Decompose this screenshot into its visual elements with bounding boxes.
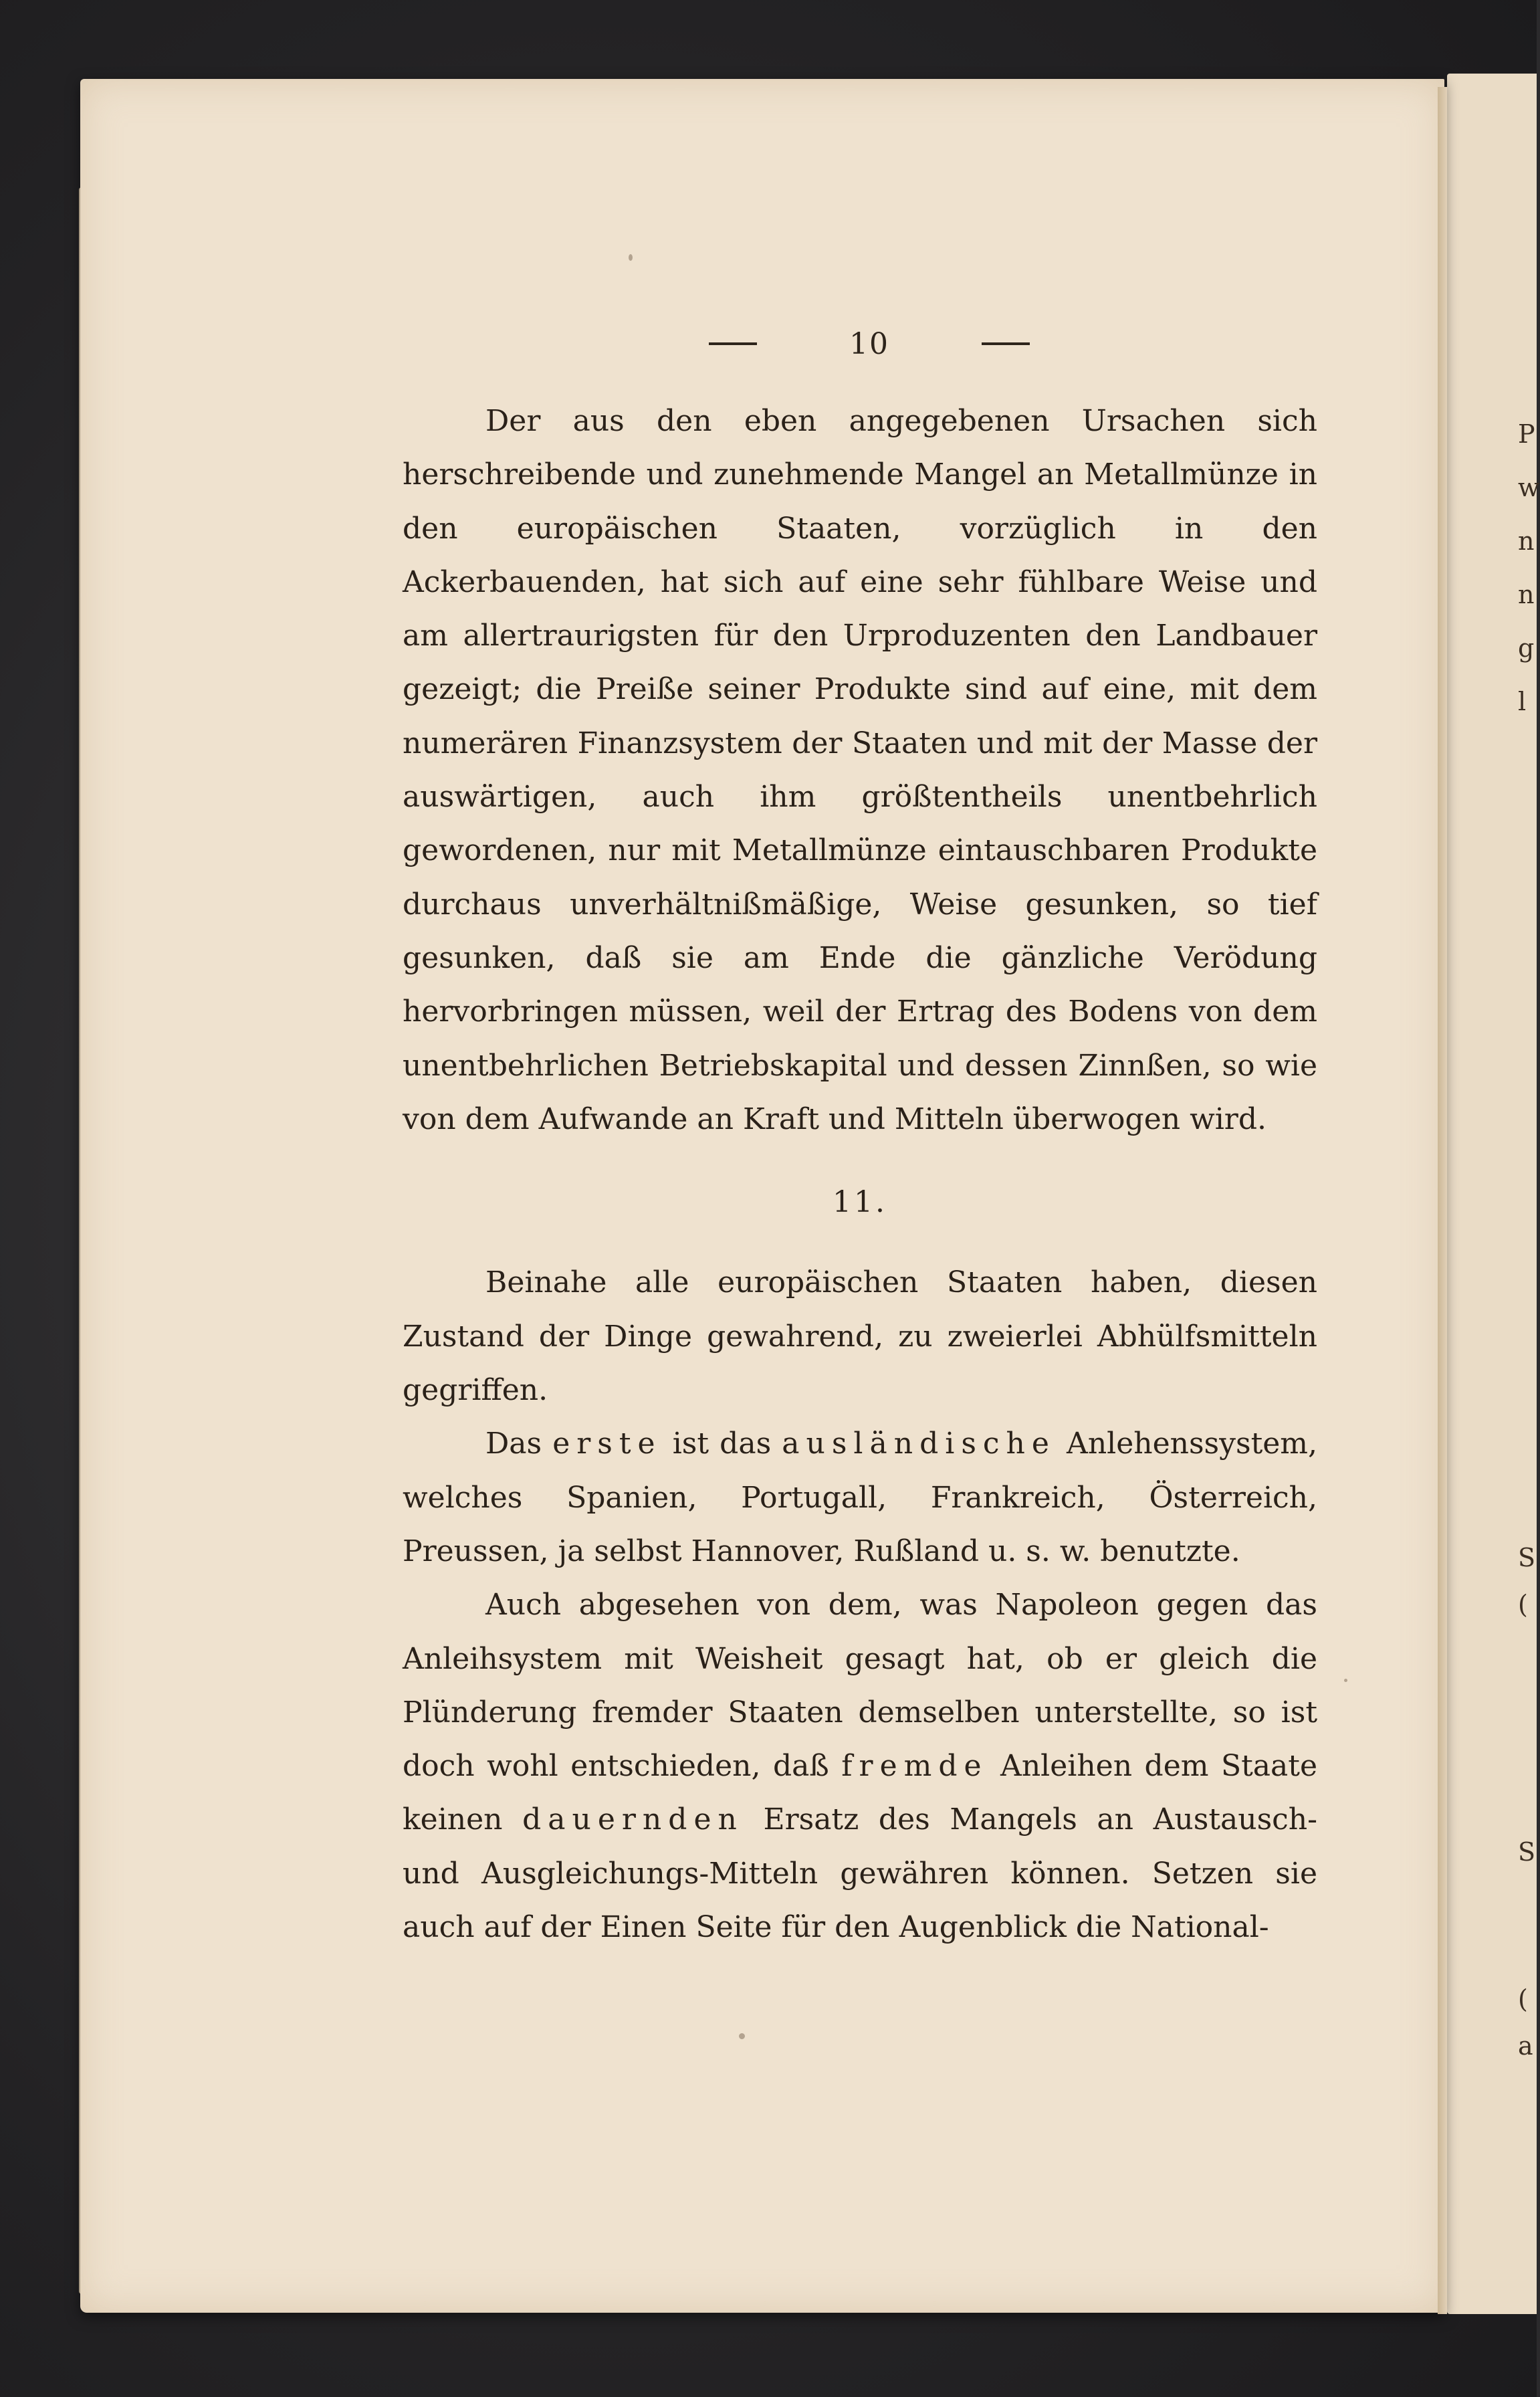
text-run: Das [485,1427,553,1461]
section-number: 11. [833,1185,887,1220]
paragraph: Der aus den eben angegebenen Ursachen sich herschreibende und zunehmende Mangel an Metallmünze in den europäischen Staaten, vorzüglich in den Ackerbauenden, hat sich auf eine sehr fühlbare Weise und am allertraurigsten für den Urproduzenten den Landbauer gezeigt; die Preiße seiner Produkte sind auf eine, mit dem numerären Finanzsystem der Staaten und mit der Masse der auswärtigen, auch ihm größtentheils unentbehrlich gewordenen, nur mit Metallmünze eintauschbaren Produkte durchaus unverhältnißmäßige, Weise gesunken, so tief gesunken, daß sie am Ende die gänzliche Verödung hervorbringen müssen, weil der Ertrag des Bodens von dem unentbehrlichen Betriebskapital und dessen Zinnßen, so wie von dem Aufwande an Kraft und Mitteln überwogen wird. [403,404,1317,1136]
next-page-fragment: S [1518,1543,1536,1572]
next-page-fragment: g [1518,633,1535,663]
paragraph: Beinahe alle europäischen Staaten haben, diesen Zustand der Dinge gewahrend, zu zweierlei Abhülfsmitteln gegriffen. [403,1265,1317,1408]
next-page-fragment: P [1518,419,1535,449]
next-page-edge [1447,74,1540,2314]
book-gutter [1438,87,1447,2314]
spaced-emphasis: dauernden [522,1802,744,1837]
paper-speck [739,2033,745,2039]
next-page-fragment: n [1518,580,1535,609]
next-page-fragment: n [1518,526,1535,556]
text-run: Auch abgesehen von dem, was Napoleon gegen das Anleihsystem mit Weisheit gesagt hat, ob er gleich die Plünderung fremder Staaten demselben unterstellte, so ist doch wohl entschieden, daß [403,1588,1317,1784]
page-body [403,395,1317,1954]
spaced-emphasis: fremde [841,1749,988,1784]
paragraph [403,1417,1317,1578]
text-run: ist das [661,1427,782,1461]
text-run: Ersatz des Mangels an Austausch- und Ausgleichungs-Mitteln gewähren können. Setzen sie auch auf der Einen Seite für den Augenblick die National- [403,1802,1317,1945]
text-run: Anleihen dem Staate keinen [403,1749,1317,1837]
text-run: Anlehenssystem, welches Spanien, Portugall, Frankreich, Österreich, Preussen, ja selbst Hannover, Rußland u. s. w. benutzte. [403,1427,1318,1568]
page-number: 10 [849,326,889,361]
spaced-emphasis: ausländische [782,1427,1056,1461]
paper-speck [629,254,633,261]
next-page-fragment: ( [1518,1590,1528,1619]
paragraph [403,1578,1317,1954]
header-dash-right [982,342,1030,345]
next-page-fragment: ( [1518,1984,1528,2014]
page-header [709,324,1030,364]
spaced-emphasis: erste [552,1427,662,1461]
next-page-fragment: a [1518,2031,1533,2061]
header-dash-left [709,342,757,345]
next-page-fragment: w [1518,473,1540,502]
next-page-fragment: S [1518,1837,1536,1867]
next-page-fragment: l [1518,687,1527,716]
paper-speck [1344,1679,1347,1682]
